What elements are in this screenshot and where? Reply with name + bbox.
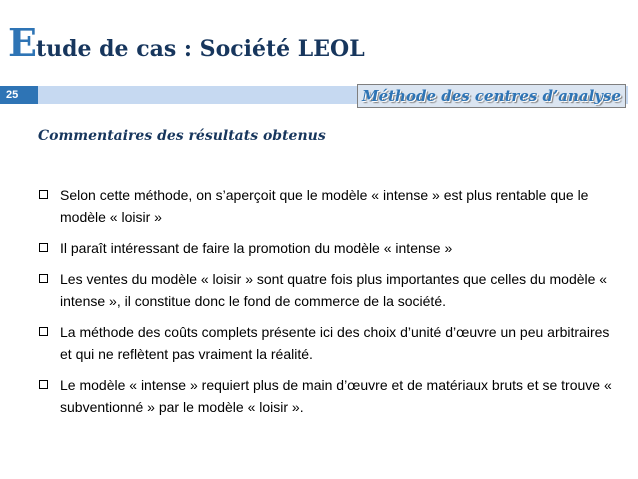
- square-bullet-icon: [39, 190, 48, 199]
- slide-title-text: tude de cas : Société LEOL: [35, 36, 365, 62]
- bullet-text: Le modèle « intense » requiert plus de main d’œuvre et de matériaux bruts et se trouve « subventionné » par le modèle « loisir ».: [60, 377, 612, 415]
- bullet-item: [36, 237, 616, 259]
- bullet-text: Il paraît intéressant de faire la promotion du modèle « intense »: [60, 240, 453, 256]
- square-bullet-icon: [39, 327, 48, 336]
- bullet-item: [36, 268, 616, 312]
- slide-title: [8, 20, 365, 65]
- bullet-item: [36, 184, 616, 228]
- section-subtitle: Commentaires des résultats obtenus: [38, 128, 326, 144]
- slide-title-initial: E: [8, 20, 36, 65]
- slide-number: 25: [0, 86, 38, 104]
- bullet-text: Selon cette méthode, on s’aperçoit que le modèle « intense » est plus rentable que le modèle « loisir »: [60, 187, 589, 225]
- method-tag: Méthode des centres d’analyse: [357, 84, 626, 108]
- square-bullet-icon: [39, 243, 48, 252]
- bullet-item: [36, 374, 616, 418]
- bullet-text: La méthode des coûts complets présente ici des choix d’unité d’œuvre un peu arbitraires et qui ne reflètent pas vraiment la réalité.: [60, 324, 610, 362]
- square-bullet-icon: [39, 274, 48, 283]
- square-bullet-icon: [39, 380, 48, 389]
- bullet-item: [36, 321, 616, 365]
- bullet-text: Les ventes du modèle « loisir » sont quatre fois plus importantes que celles du modèle « intense », il constitue donc le fond de commerce de la société.: [60, 271, 608, 309]
- bullet-list: [36, 184, 616, 427]
